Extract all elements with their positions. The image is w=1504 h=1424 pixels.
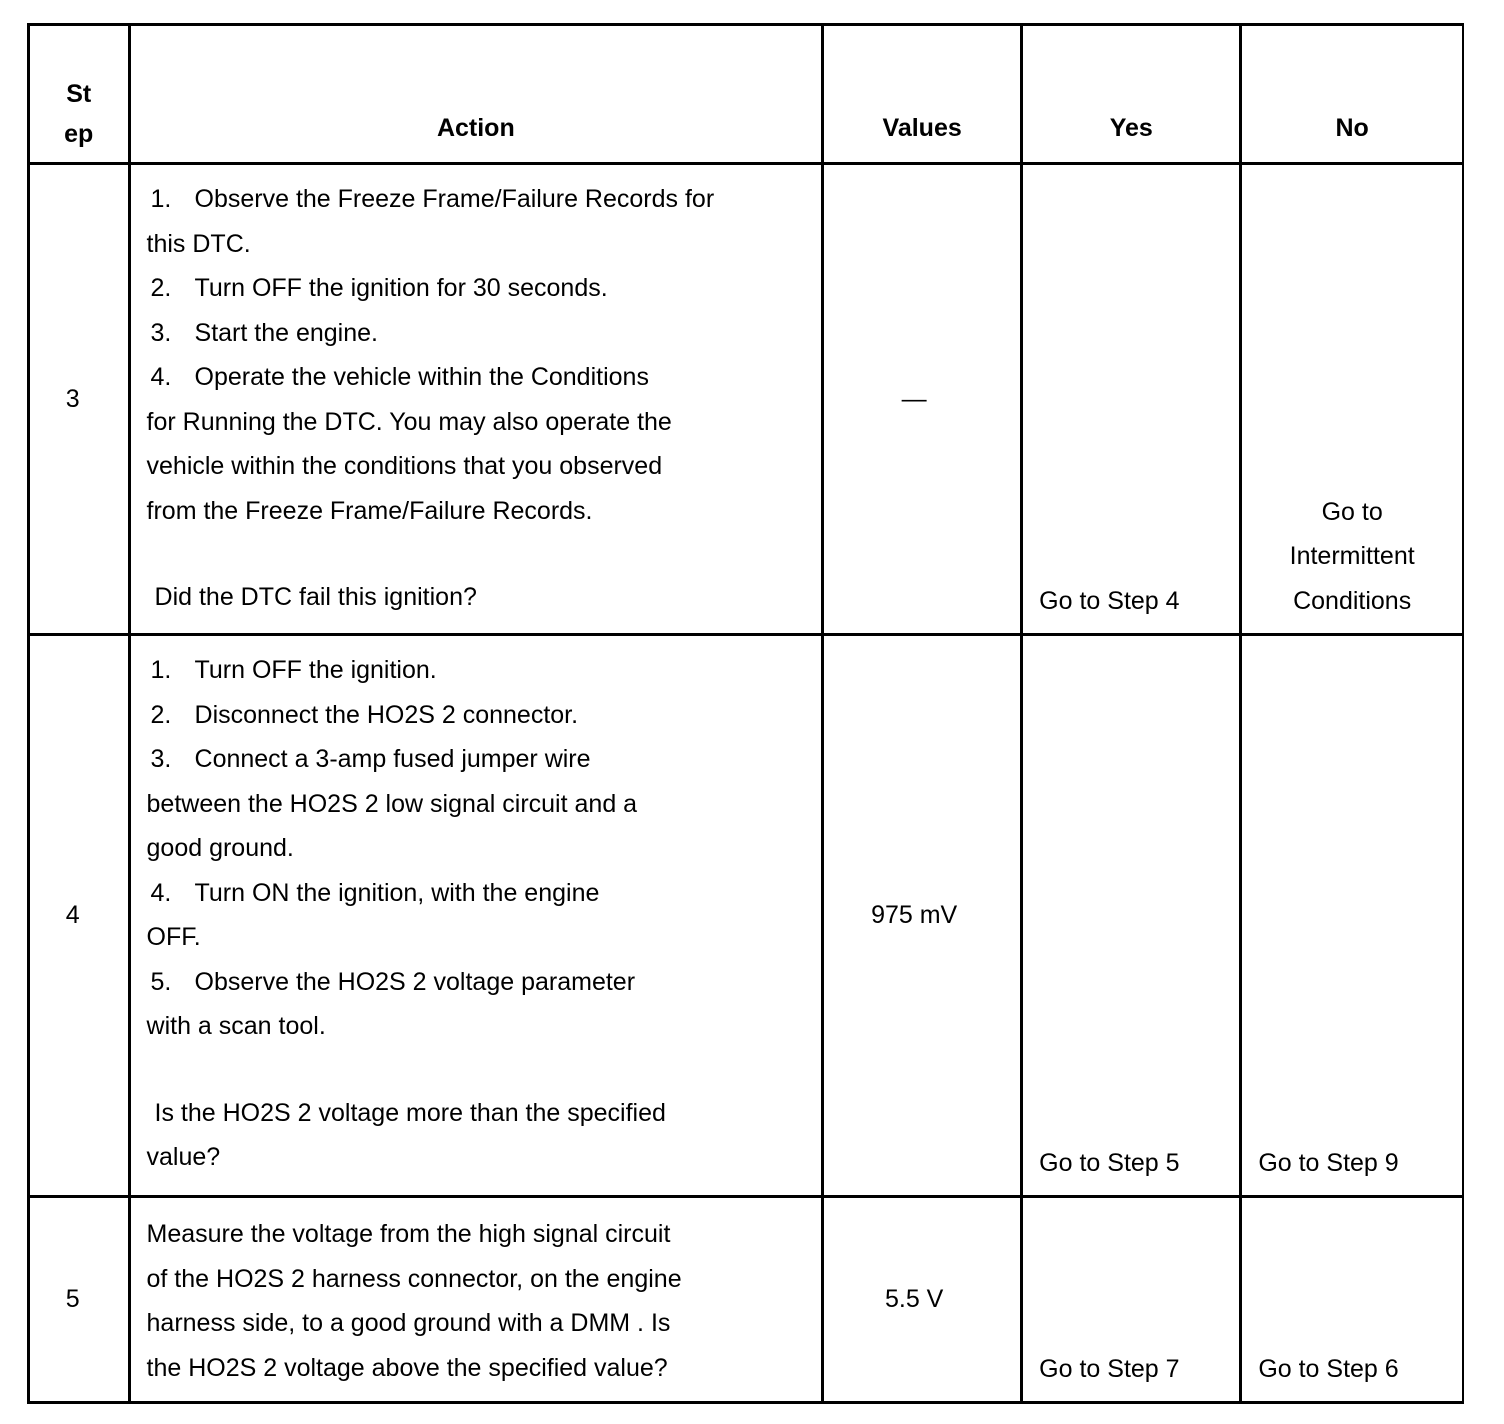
header-step-line2: ep [64, 120, 94, 148]
action-line: between the HO2S 2 low signal circuit and a [146, 789, 638, 818]
header-action: Action [129, 25, 823, 164]
action-line: vehicle within the conditions that you observed [146, 452, 663, 480]
action-cell [129, 1197, 823, 1403]
action-line: this DTC. [146, 229, 251, 258]
header-step [29, 25, 130, 164]
yes-cell: Go to Step 4 [1022, 164, 1241, 635]
no-cell: Go to Step 6 [1241, 1197, 1463, 1403]
header-no: No [1241, 25, 1463, 164]
action-line: 2. Turn OFF the ignition for 30 seconds. [150, 274, 608, 302]
action-question: Did the DTC fail this ignition? [154, 583, 477, 611]
action-line: 1. Observe the Freeze Frame/Failure Records for [150, 185, 715, 213]
action-line: good ground. [146, 834, 294, 862]
header-yes: Yes [1022, 25, 1241, 164]
yes-cell: Go to Step 5 [1022, 635, 1241, 1197]
action-line: 5. Observe the HO2S 2 voltage parameter [150, 967, 636, 996]
table-row [29, 1197, 1464, 1403]
action-line: Measure the voltage from the high signal circuit [146, 1220, 671, 1248]
diagnostic-table [27, 23, 1464, 1404]
action-line: from the Freeze Frame/Failure Records. [146, 496, 593, 525]
no-cell: Go to Intermittent Conditions [1241, 164, 1463, 635]
table-row [29, 164, 1464, 635]
step-cell: 5 [29, 1197, 130, 1403]
action-line: 4. Turn ON the ignition, with the engine [150, 878, 600, 907]
action-question: value? [146, 1143, 221, 1171]
value-cell: 975 mV [823, 635, 1022, 1197]
action-cell [129, 164, 823, 635]
header-values: Values [823, 25, 1022, 164]
action-line: harness side, to a good ground with a DMM . Is [146, 1309, 671, 1337]
action-line: 2. Disconnect the HO2S 2 connector. [150, 700, 579, 729]
step-cell: 4 [29, 635, 130, 1197]
action-line: the HO2S 2 voltage above the specified value? [146, 1353, 668, 1382]
value-cell: — [823, 164, 1022, 635]
yes-cell: Go to Step 7 [1022, 1197, 1241, 1403]
action-line: OFF. [146, 923, 201, 951]
table-header-row [29, 25, 1464, 164]
action-line: for Running the DTC. You may also operate the [146, 407, 672, 436]
header-step-line1: St [66, 80, 92, 108]
action-cell [129, 635, 823, 1197]
action-line: 4. Operate the vehicle within the Conditions [150, 363, 649, 391]
table-row [29, 635, 1464, 1197]
step-cell: 3 [29, 164, 130, 635]
action-line: of the HO2S 2 harness connector, on the engine [146, 1264, 682, 1293]
action-line: 1. Turn OFF the ignition. [150, 656, 437, 684]
action-question: Is the HO2S 2 voltage more than the specified [154, 1098, 666, 1127]
no-cell: Go to Step 9 [1241, 635, 1463, 1197]
action-line: with a scan tool. [146, 1012, 326, 1040]
action-line: 3. Connect a 3-amp fused jumper wire [150, 745, 591, 773]
action-line: 3. Start the engine. [150, 318, 378, 347]
value-cell: 5.5 V [823, 1197, 1022, 1403]
